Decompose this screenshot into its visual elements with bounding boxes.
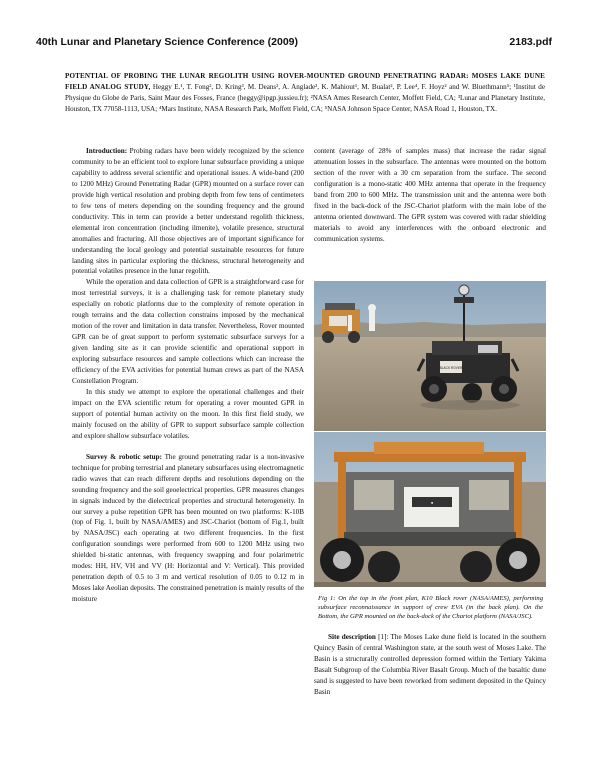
intro-text-1: Probing radars have been widely recognized by the science community to be an efficient tool to explore lunar subsurface providing a unique capability to address several scientific and operational issues. A wide-band (200 to 1200 MHz) Ground Penetrating Radar (GPR) mounted on a surface rover can provide high vertical resolution and probing depth from few tens of centimeters to few tens of meters depending on the sounding frequency and the ground conductivity. This in term can provide a better understand regolith thickness, elemental iron concentration (including ilmenite), volatile presence, structural anomalies and fracturing. All those objectives are of important significance for understanding the local geology and potential sustainable resources for future landing sites in particular exploring the thickness, structural heterogeneity and potential volatiles presence in the lunar regolith.	[72, 147, 304, 276]
conference-header: 40th Lunar and Planetary Science Conference (2009)	[36, 36, 299, 48]
figure-photo-chariot-gpr	[314, 432, 546, 587]
survey-text: The ground penetrating radar is a non-invasive technique for probing terrestrial and planetary subsurfaces using electromagnetic radio waves that can reach different depths and resolutions depending on the sounding frequency and the soil geoelectrical properties. GPR measures changes in signals induced by the dielectrical properties and structural heterogeneity. In our survey a pulse repetition GPR has been mounted on two platforms: K-10B (top of Fig. 1, built by NASA/AMES) and JSC-Chariot (bottom of Fig.1, built by NASA/JSC) each operating at two different frequencies. In the first configuration soundings were performed from 600 to 1200 MHz using two shielded bi-static antennas, with frequency swapping and four polarimetric modes: HH, HV, VH and VV (H: Horizontal and V: Vertical). This provided penetration depth of 0.5 to 3 m and vertical resolution of 0.05 to 0.12 m in Moses lake Aeolian deposits. The constrained penetration is mainly results of the moisture	[72, 452, 304, 604]
figure-photo-k10-rover	[314, 281, 546, 431]
site-text: [1]: The Moses Lake dune field is located in the southern Quincy Basin of central Washington state, at the south west of Moses Lake. The Basin is a structurally controlled depression formed within the Tertiary Yakima Basalt Subgroup of the Columbia River Basalt Group. Much of the basaltic dune sand is suggested to have been reworked from sediment deposited in the Quincy Basin	[314, 633, 546, 696]
k10-rover-image	[314, 281, 546, 431]
rover-sign-text: BLACK ROVER	[439, 366, 463, 370]
intro-paragraph-3: In this study we attempt to explore the operational challenges and their impact on the EVA scientific return for operating a rover mounted GPR in support of potential human activity on the moon. In this first field study, we mainly focused on the ability of GPR to support subsurface sample collection and explore shallow subsurface volatiles.	[72, 387, 304, 440]
title-block	[65, 71, 545, 115]
survey-paragraph	[72, 452, 304, 605]
paragraph-gap	[72, 442, 304, 452]
gpr-unit-label-dot: ■	[430, 501, 434, 505]
intro-heading: Introduction:	[86, 147, 128, 155]
left-column	[72, 146, 304, 605]
intro-paragraph-2: While the operation and data collection of GPR is a straightforward case for most terrestrial surveys, it is a challenging task for remote planetary study especially on robotic platforms due to the complexity of remote operation in rough terrains and the data collection constrains imposed by the mechanical motion of the rover and limitation in data transfer. Nevertheless, Rover mounted GPR can be of great support to perform systematic subsurface surveys for a given landing site as it can provide scientific and operational support in exploring subsurface resources and sample collections which can increase the efficiency of the EVA activities for potential human crews as part of the NASA Constellation Program.	[72, 278, 304, 386]
author-list: Heggy E.¹, T. Fong², D. Kring³, M. Deans², A. Anglade², K. Mahiout¹, M. Bualat², P. Lee⁴, F. Hoyz² and W. Bluethmann⁵; ¹Institut de Physique du Globe de Paris, Saint Maur des Fosses, France (heggy@ipgp.jussieu.fr); ²NASA Ames Research Center, Moffett Field, CA; ³Lunar and Planetary Institute, Houston, TX 77058-1113, USA; ⁴Mars Institute, NASA Research Park, Moffett Field, CA; ⁵NASA Johnson Space Center, NASA Road 1, Houston, TX.	[65, 83, 545, 113]
document-id: 2183.pdf	[509, 36, 552, 48]
intro-paragraph-1	[72, 146, 304, 277]
right-column	[314, 146, 546, 245]
site-heading: Site description	[328, 633, 376, 641]
continued-paragraph: content (average of 28% of samples mass) that increase the radar signal attenuation losses in the subsurface. The antennas were mounted on the bottom section of the rover with a 30 cm separation from the surface. The second configuration is a mono-static 400 MHz antenna that operate in the frequency band from 200 to 600 MHz. The transmission unit and the antenna were both fixed in the back-dock of the JSC-Chariot platform with the main lobe of the antenna oriented downward. The GPR system was covered with radar shielding materials to avoid any interferences with the onboard electronic and communication systems.	[314, 147, 546, 243]
chariot-platform	[334, 442, 526, 552]
survey-heading: Survey & robotic setup:	[86, 452, 162, 461]
astronaut-figure	[368, 304, 376, 331]
paper-title: POTENTIAL OF PROBING THE LUNAR REGOLITH USING ROVER-MOUNTED GROUND PENETRATING RADAR: MOSES LAKE DUNE FIELD ANALOG STUDY,	[65, 72, 545, 91]
chariot-gpr-image	[314, 432, 546, 587]
site-description-paragraph	[314, 632, 546, 698]
figure-caption: Fig 1: On the top in the front plan, K10 Black rover (NASA/AMES), performing subsurface reconnaissance in support of crew EVA (in the back plan). On the Bottom, the GPR mounted on the back-dock of the Chariot platform (NASA/JSC).	[318, 595, 543, 620]
